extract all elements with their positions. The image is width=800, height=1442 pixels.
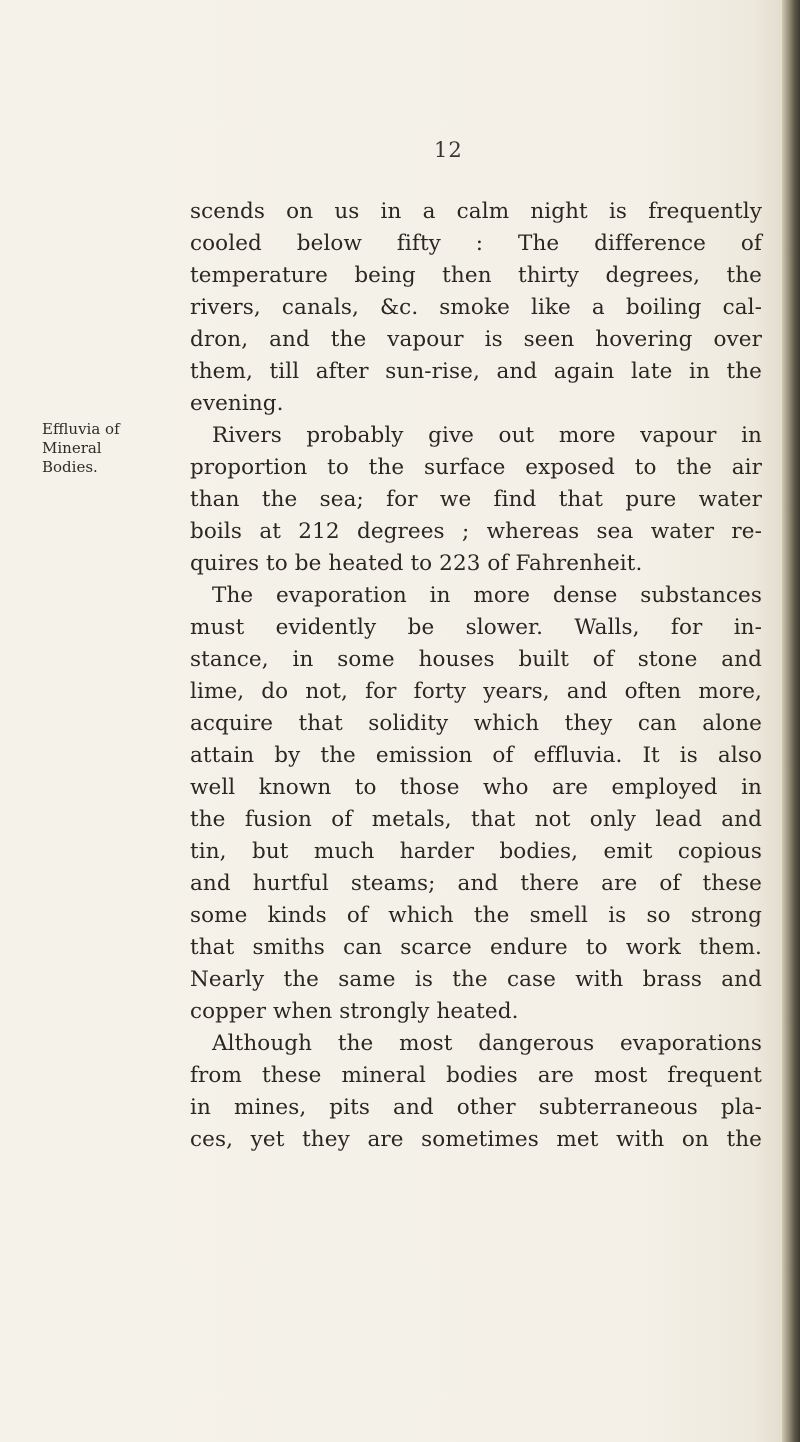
text-line: rivers, canals, &c. smoke like a boiling cal-: [190, 295, 762, 320]
margin-note-line: Effluvia of: [42, 420, 120, 438]
text-line: some kinds of which the smell is so strong: [190, 903, 762, 928]
text-line: ces, yet they are sometimes met with on the: [190, 1127, 762, 1152]
text-line: temperature being then thirty degrees, the: [190, 263, 762, 288]
text-line: proportion to the surface exposed to the air: [190, 455, 762, 480]
text-line: must evidently be slower. Walls, for in-: [190, 615, 762, 640]
text-line: lime, do not, for forty years, and often more,: [190, 679, 762, 704]
text-line: and hurtful steams; and there are of these: [190, 871, 762, 896]
text-line: cooled below fifty : The difference of: [190, 231, 762, 256]
text-line: the fusion of metals, that not only lead and: [190, 807, 762, 832]
text-line: copper when strongly heated.: [190, 999, 519, 1024]
text-line: them, till after sun-rise, and again late in the: [190, 359, 762, 384]
text-line: The evaporation in more dense substances: [212, 583, 762, 608]
text-line: Although the most dangerous evaporations: [212, 1031, 762, 1056]
margin-note: [42, 420, 132, 477]
text-line: quires to be heated to 223 of Fahrenheit.: [190, 551, 643, 576]
text-line: Rivers probably give out more vapour in: [212, 423, 762, 448]
binding-edge: [782, 0, 800, 1442]
text-line: boils at 212 degrees ; whereas sea water re-: [190, 519, 762, 544]
body-text: [190, 196, 762, 1156]
text-line: dron, and the vapour is seen hovering over: [190, 327, 762, 352]
text-line: Nearly the same is the case with brass and: [190, 967, 762, 992]
text-line: that smiths can scarce endure to work them.: [190, 935, 762, 960]
text-line: attain by the emission of effluvia. It is also: [190, 743, 762, 768]
text-line: scends on us in a calm night is frequently: [190, 199, 762, 224]
text-line: tin, but much harder bodies, emit copious: [190, 839, 762, 864]
text-line: evening.: [190, 391, 284, 416]
text-line: than the sea; for we find that pure water: [190, 487, 762, 512]
text-line: acquire that solidity which they can alone: [190, 711, 762, 736]
margin-note-line: Mineral: [42, 439, 102, 457]
page-number: 12: [434, 138, 463, 162]
text-line: well known to those who are employed in: [190, 775, 762, 800]
text-line: from these mineral bodies are most frequent: [190, 1063, 762, 1088]
text-line: in mines, pits and other subterraneous pla-: [190, 1095, 762, 1120]
margin-note-line: Bodies.: [42, 458, 98, 476]
text-line: stance, in some houses built of stone and: [190, 647, 762, 672]
